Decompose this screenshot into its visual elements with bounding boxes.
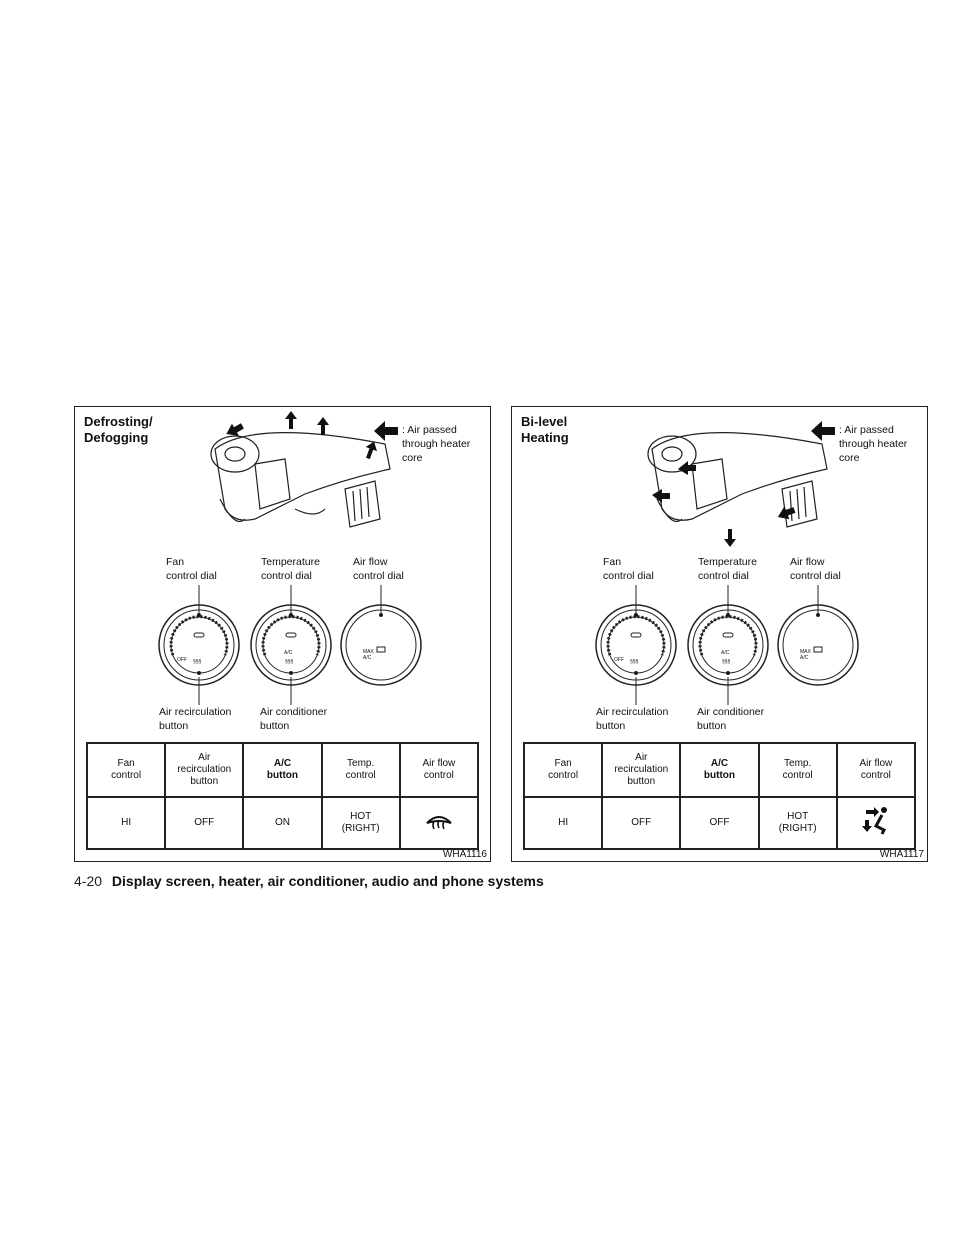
svg-text:OFF: OFF xyxy=(614,657,624,663)
svg-text:A/C: A/C xyxy=(721,650,730,656)
fan-dial-label: Fan control dial xyxy=(166,556,217,582)
arrow-left-icon xyxy=(374,421,398,441)
header-ac-button: A/C button xyxy=(680,743,758,797)
value-fan-control: HI xyxy=(524,797,602,849)
header-fan-control: Fan control xyxy=(87,743,165,797)
temp-dial-label: Temperature control dial xyxy=(261,556,320,582)
svg-text:MAX: MAX xyxy=(800,649,811,655)
value-ac-button: ON xyxy=(243,797,321,849)
temperature-control-dial xyxy=(688,605,768,685)
header-airflow-control: Air flow control xyxy=(400,743,478,797)
dashboard-illustration xyxy=(195,409,395,549)
airflow-control-dial xyxy=(341,605,421,685)
defrost-icon xyxy=(424,809,454,833)
legend-text: : Air passed through heater core xyxy=(402,424,471,464)
value-temp-control: HOT (RIGHT) xyxy=(322,797,400,849)
value-fan-control: HI xyxy=(87,797,165,849)
svg-text:§§§: §§§ xyxy=(722,659,731,665)
header-airflow-control: Air flow control xyxy=(837,743,915,797)
panel-title: Bi-level Heating xyxy=(521,414,569,445)
dial-group xyxy=(155,585,455,715)
value-airflow-control xyxy=(400,797,478,849)
section-title: Display screen, heater, air conditioner, audio and phone systems xyxy=(111,873,544,889)
value-temp-control: HOT (RIGHT) xyxy=(759,797,837,849)
settings-table xyxy=(523,742,916,850)
bi-level-icon xyxy=(860,806,892,836)
diagram-panel-bi-level xyxy=(511,406,928,862)
svg-text:A/C: A/C xyxy=(800,655,809,661)
ac-button-label: Air conditioner button xyxy=(260,706,328,732)
value-air-recirculation: OFF xyxy=(602,797,680,849)
diagram-panel-defrosting xyxy=(74,406,491,862)
arrow-left-icon xyxy=(811,421,835,441)
temp-dial-label: Temperature control dial xyxy=(698,556,757,582)
svg-text:A/C: A/C xyxy=(363,655,372,661)
airflow-dial-label: Air flow control dial xyxy=(353,556,404,582)
value-airflow-control xyxy=(837,797,915,849)
recirc-button-label: Air recirculation button xyxy=(596,706,669,732)
header-air-recirculation: Air recirculation button xyxy=(602,743,680,797)
fan-dial-label: Fan control dial xyxy=(603,556,654,582)
svg-text:OFF: OFF xyxy=(177,657,187,663)
settings-table xyxy=(86,742,479,850)
header-fan-control: Fan control xyxy=(524,743,602,797)
dashboard-illustration xyxy=(632,409,832,549)
temperature-control-dial xyxy=(251,605,331,685)
dial-group xyxy=(592,585,892,715)
figure-code: WHA1116 xyxy=(442,849,487,860)
legend-text: : Air passed through heater core xyxy=(839,424,908,464)
page-footer xyxy=(74,873,544,889)
header-temp-control: Temp. control xyxy=(759,743,837,797)
svg-text:A/C: A/C xyxy=(284,650,293,656)
header-air-recirculation: Air recirculation button xyxy=(165,743,243,797)
fan-control-dial xyxy=(596,605,676,685)
header-ac-button: A/C button xyxy=(243,743,321,797)
panel-title: Defrosting/ Defogging xyxy=(84,414,153,445)
svg-text:§§§: §§§ xyxy=(630,659,639,665)
recirc-button-label: Air recirculation button xyxy=(159,706,232,732)
svg-text:§§§: §§§ xyxy=(285,659,294,665)
fan-control-dial xyxy=(159,605,239,685)
svg-text:MAX: MAX xyxy=(363,649,374,655)
header-temp-control: Temp. control xyxy=(322,743,400,797)
page-number: 4-20 xyxy=(74,873,103,889)
value-ac-button: OFF xyxy=(680,797,758,849)
svg-text:§§§: §§§ xyxy=(193,659,202,665)
figure-code: WHA1117 xyxy=(879,849,924,860)
value-air-recirculation: OFF xyxy=(165,797,243,849)
airflow-dial-label: Air flow control dial xyxy=(790,556,841,582)
airflow-control-dial xyxy=(778,605,858,685)
ac-button-label: Air conditioner button xyxy=(697,706,765,732)
